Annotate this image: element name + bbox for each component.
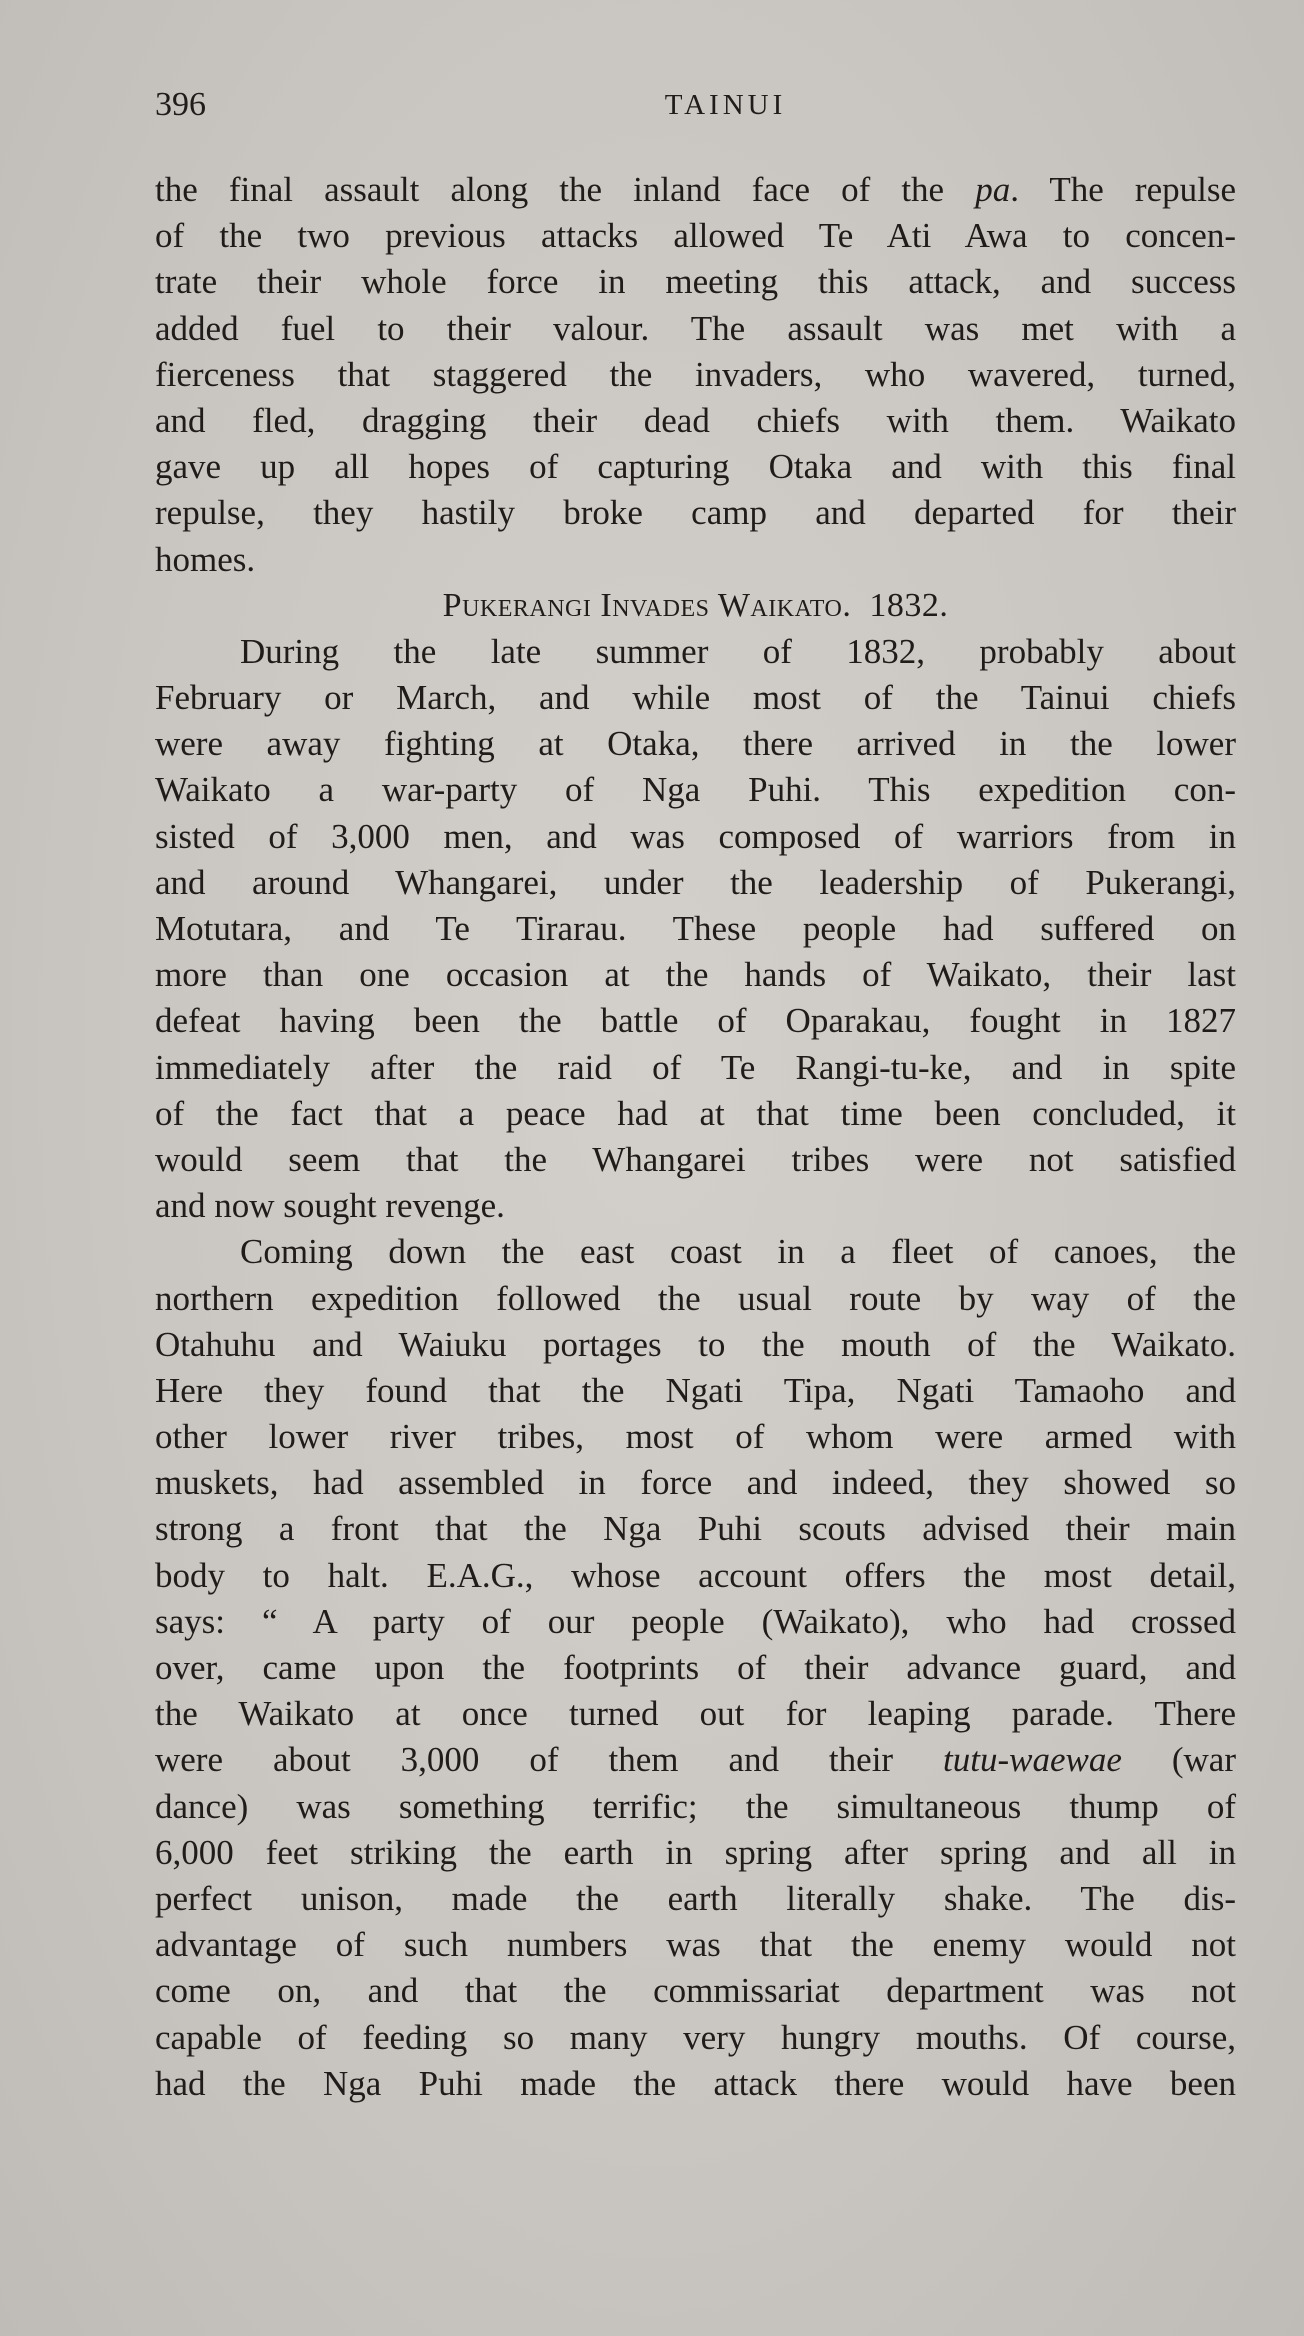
- text-line: Coming down the east coast in a fleet of canoes, the: [240, 1232, 1236, 1272]
- text-line: the final assault along the inland face of the pa. The repulse: [155, 170, 1236, 209]
- body-text: [155, 167, 1236, 2107]
- text-line: Otahuhu and Waiuku portages to the mouth of the Waikato.: [155, 1324, 1236, 1364]
- text-line: were away fighting at Otaka, there arrived in the lower: [155, 724, 1236, 764]
- page-number: 396: [155, 86, 206, 123]
- text-line: February or March, and while most of the Tainui chiefs: [155, 678, 1236, 718]
- text-line: and fled, dragging their dead chiefs with them. Waikato: [155, 400, 1236, 440]
- text-line: muskets, had assembled in force and indeed, they showed so: [155, 1463, 1236, 1503]
- text-line: dance) was something terrific; the simultaneous thump of: [155, 1786, 1236, 1826]
- section-heading-title: Pukerangi Invades Waikato.: [442, 586, 852, 624]
- text-line: perfect unison, made the earth literally shake. The dis-: [155, 1878, 1236, 1918]
- text-line: advantage of such numbers was that the enemy would not: [155, 1925, 1236, 1965]
- text-line: gave up all hopes of capturing Otaka and with this final: [155, 447, 1236, 487]
- text-line: and around Whangarei, under the leadership of Pukerangi,: [155, 862, 1236, 902]
- text-line: homes.: [155, 539, 256, 579]
- text-line: added fuel to their valour. The assault was met with a: [155, 308, 1236, 348]
- text-line: immediately after the raid of Te Rangi-tu-ke, and in spite: [155, 1047, 1236, 1087]
- text-line: capable of feeding so many very hungry mouths. Of course,: [155, 2017, 1236, 2057]
- text-line: Here they found that the Ngati Tipa, Ngati Tamaoho and: [155, 1370, 1236, 1410]
- text-line: repulse, they hastily broke camp and departed for their: [155, 493, 1236, 533]
- text-line: northern expedition followed the usual route by way of the: [155, 1278, 1236, 1318]
- text-line: the Waikato at once turned out for leaping parade. There: [155, 1694, 1236, 1734]
- text-line: over, came upon the footprints of their advance guard, and: [155, 1648, 1236, 1687]
- text-line: more than one occasion at the hands of Waikato, their last: [155, 955, 1236, 995]
- italic-word: tutu-waewae: [943, 1740, 1122, 1780]
- text-line: would seem that the Whangarei tribes were not satisfied: [155, 1139, 1236, 1179]
- section-heading-year: 1832.: [869, 586, 949, 624]
- text-line: had the Nga Puhi made the attack there would have been: [155, 2063, 1236, 2103]
- section-heading: [155, 583, 1236, 629]
- italic-word: pa: [975, 170, 1011, 209]
- text-line: come on, and that the commissariat department was not: [155, 1971, 1236, 2011]
- text-line: says: “ A party of our people (Waikato), who had crossed: [155, 1601, 1236, 1641]
- text-line: of the fact that a peace had at that time been concluded, it: [155, 1093, 1236, 1133]
- text-line: fierceness that staggered the invaders, who wavered, turned,: [155, 354, 1236, 394]
- text-line: of the two previous attacks allowed Te Ati Awa to concen-: [155, 216, 1236, 256]
- running-head: [155, 80, 1236, 130]
- text-line: Motutara, and Te Tirarau. These people had suffered on: [155, 909, 1236, 948]
- running-title: TAINUI: [664, 89, 787, 121]
- text-line: 6,000 feet striking the earth in spring after spring and all in: [155, 1832, 1236, 1872]
- text-line: were about 3,000 of them and their tutu-waewae (war: [155, 1740, 1237, 1780]
- text-line: strong a front that the Nga Puhi scouts advised their main: [155, 1509, 1236, 1549]
- text-line: and now sought revenge.: [155, 1186, 505, 1226]
- text-line: other lower river tribes, most of whom were armed with: [155, 1417, 1236, 1457]
- text-line: During the late summer of 1832, probably about: [240, 631, 1236, 671]
- text-line: defeat having been the battle of Oparakau, fought in 1827: [155, 1001, 1236, 1041]
- text-line: Waikato a war-party of Nga Puhi. This expedition con-: [155, 770, 1236, 810]
- text-line: sisted of 3,000 men, and was composed of warriors from in: [155, 816, 1236, 856]
- text-line: body to halt. E.A.G., whose account offers the most detail,: [155, 1555, 1236, 1595]
- text-line: trate their whole force in meeting this attack, and success: [155, 262, 1236, 302]
